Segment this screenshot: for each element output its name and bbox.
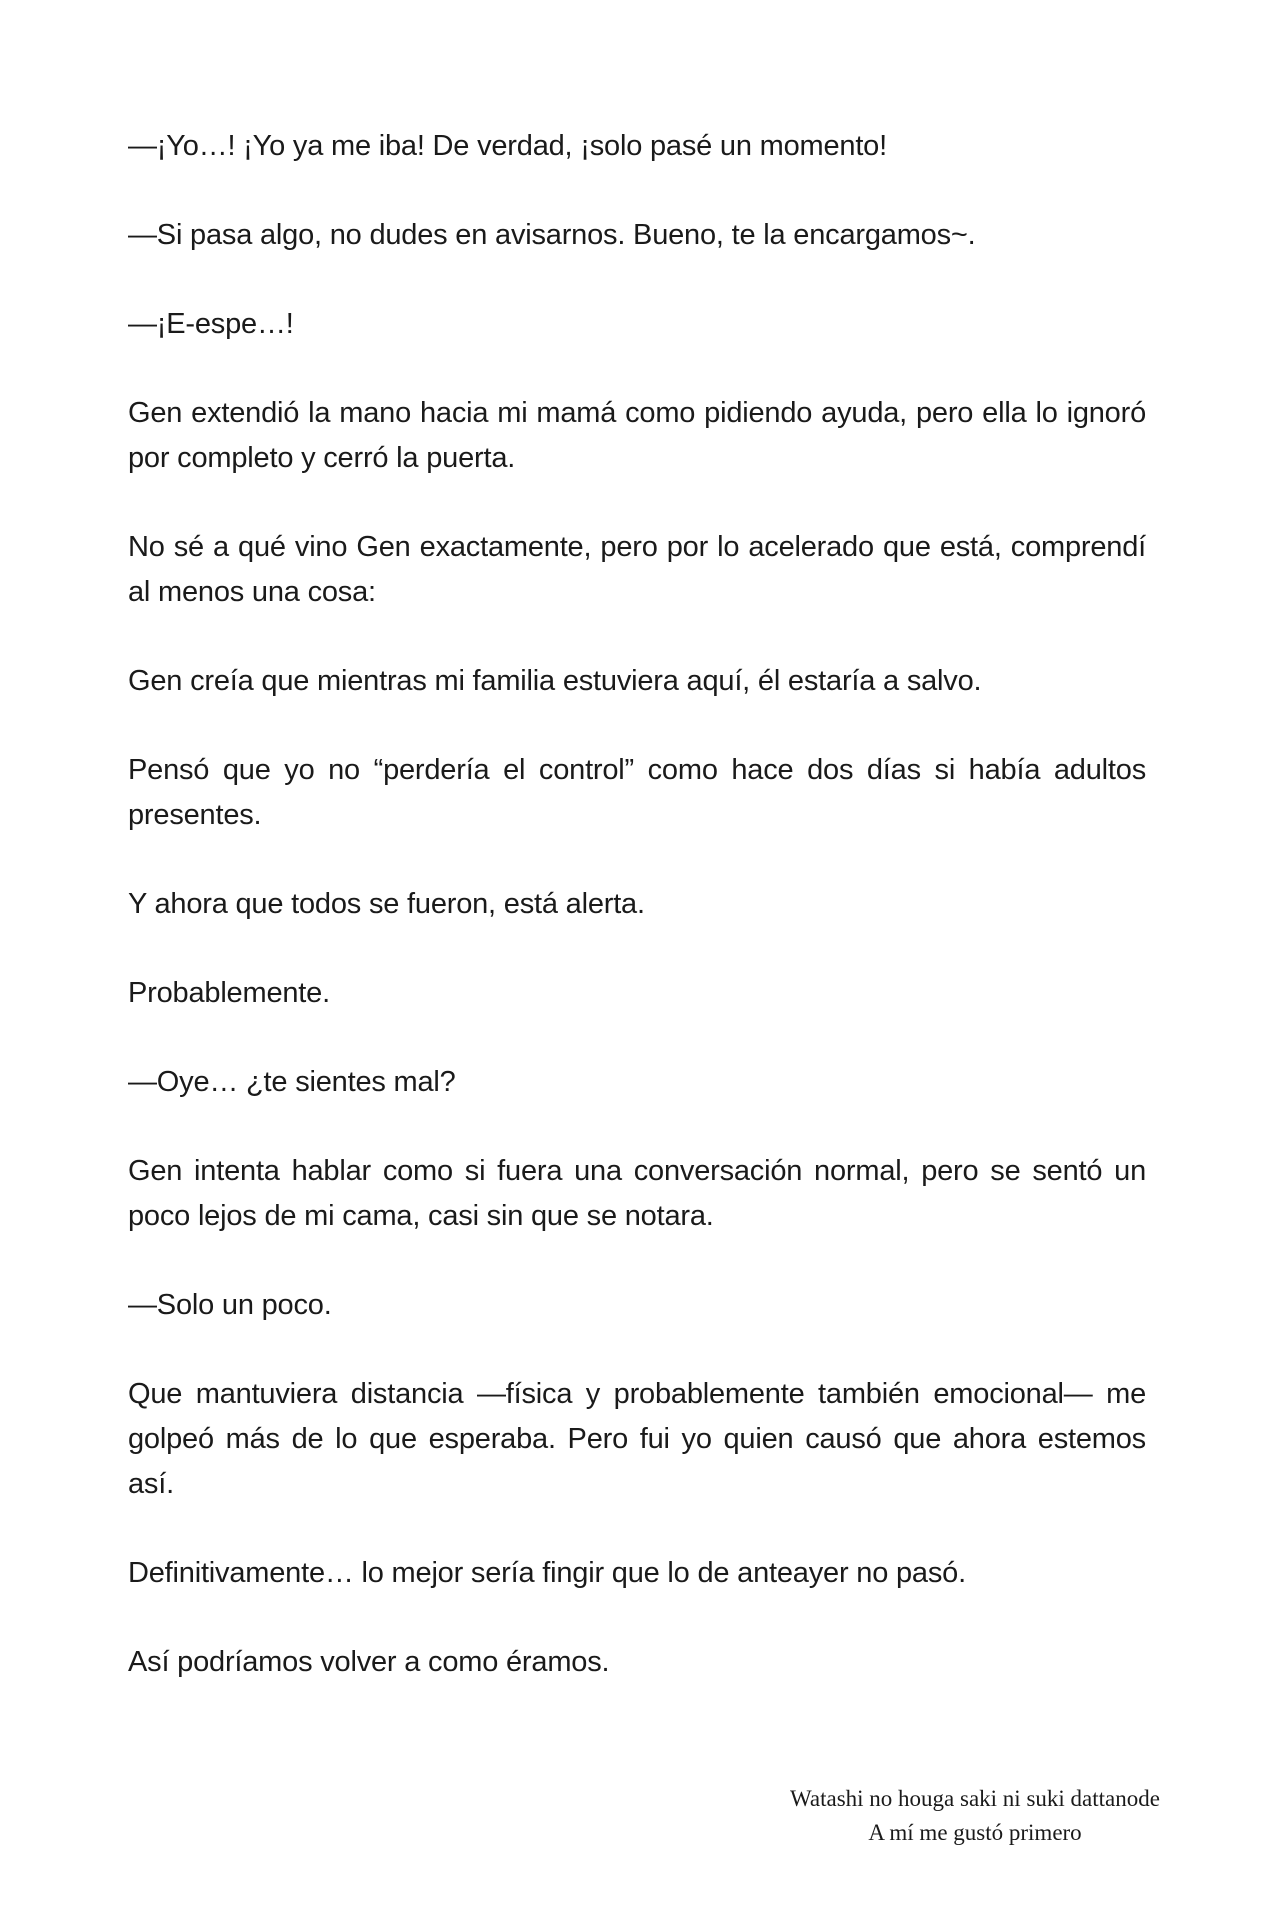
paragraph: Así podríamos volver a como éramos.	[128, 1646, 610, 1678]
paragraph: —¡E-espe…!	[128, 308, 294, 340]
paragraph: Que mantuviera distancia —física y probablemente también emocional— me golpeó más de lo que esperaba. Pero fui yo quien causó que ahora estemos así.	[128, 1378, 1146, 1500]
page-footer	[740, 1782, 1210, 1850]
paragraph: Definitivamente… lo mejor sería fingir que lo de anteayer no pasó.	[128, 1557, 966, 1589]
paragraph: Y ahora que todos se fueron, está alerta.	[128, 888, 645, 920]
paragraph: —Si pasa algo, no dudes en avisarnos. Bueno, te la encargamos~.	[128, 219, 976, 251]
footer-series-subtitle: A mí me gustó primero	[868, 1820, 1082, 1845]
document-body	[128, 124, 1146, 1729]
paragraph: —Solo un poco.	[128, 1289, 332, 1321]
paragraph: —Oye… ¿te sientes mal?	[128, 1066, 456, 1098]
paragraph: Gen creía que mientras mi familia estuviera aquí, él estaría a salvo.	[128, 665, 982, 697]
paragraph: Gen extendió la mano hacia mi mamá como pidiendo ayuda, pero ella lo ignoró por completo y cerró la puerta.	[128, 397, 1146, 474]
paragraph: No sé a qué vino Gen exactamente, pero por lo acelerado que está, comprendí al menos una cosa:	[128, 531, 1146, 608]
paragraph: —¡Yo…! ¡Yo ya me iba! De verdad, ¡solo pasé un momento!	[128, 130, 887, 162]
paragraph: Gen intenta hablar como si fuera una conversación normal, pero se sentó un poco lejos de mi cama, casi sin que se notara.	[128, 1155, 1146, 1232]
paragraph: Pensó que yo no “perdería el control” como hace dos días si había adultos presentes.	[128, 754, 1146, 831]
paragraph: Probablemente.	[128, 977, 330, 1009]
footer-series-title: Watashi no houga saki ni suki dattanode	[790, 1786, 1160, 1811]
